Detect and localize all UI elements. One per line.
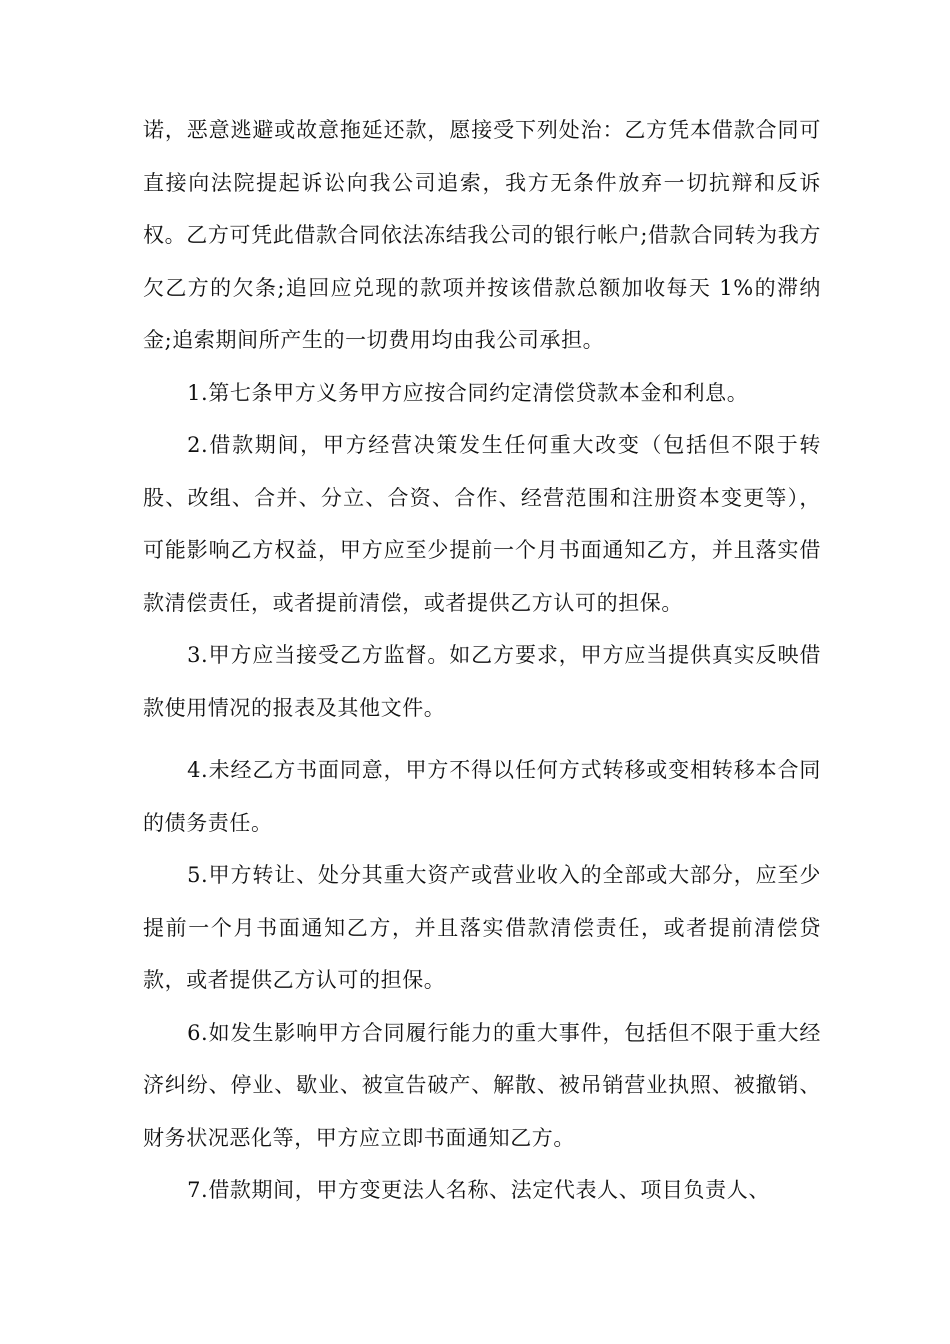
document-body — [143, 104, 821, 1217]
paragraph-clause-2: 2.借款期间，甲方经营决策发生任何重大改变（包括但不限于转股、改组、合并、分立、合资、合作、经营范围和注册资本变更等），可能影响乙方权益，甲方应至少提前一个月书面通知乙方，并且落实借款清偿责任，或者提前清偿，或者提供乙方认可的担保。 — [143, 433, 821, 615]
paragraph-clause-7: 7.借款期间，甲方变更法人名称、法定代表人、项目负责人、 — [187, 1178, 770, 1202]
paragraph-clause-1: 1.第七条甲方义务甲方应按合同约定清偿贷款本金和利息。 — [187, 380, 749, 405]
paragraph-clause-4: 4.未经乙方书面同意，甲方不得以任何方式转移或变相转移本合同的债务责任。 — [143, 758, 821, 835]
paragraph-continuation: 诺，恶意逃避或故意拖延还款，愿接受下列处治：乙方凭本借款合同可直接向法院提起诉讼向我公司追索，我方无条件放弃一切抗辩和反诉权。乙方可凭此借款合同依法冻结我公司的银行帐户;借款合同转为我方欠乙方的欠条;追回应兑现的款项并按该借款总额加收每天 1%的滞纳金;追索期间所产生的一切费用均由我公司承担。 — [143, 118, 821, 352]
paragraph-clause-5: 5.甲方转让、处分其重大资产或营业收入的全部或大部分，应至少提前一个月书面通知乙方，并且落实借款清偿责任，或者提前清偿贷款，或者提供乙方认可的担保。 — [143, 863, 821, 992]
paragraph-clause-3: 3.甲方应当接受乙方监督。如乙方要求，甲方应当提供真实反映借款使用情况的报表及其他文件。 — [143, 643, 821, 720]
paragraph-clause-6: 6.如发生影响甲方合同履行能力的重大事件，包括但不限于重大经济纠纷、停业、歇业、被宣告破产、解散、被吊销营业执照、被撤销、财务状况恶化等，甲方应立即书面通知乙方。 — [143, 1020, 821, 1150]
paragraph-gap — [143, 734, 821, 744]
